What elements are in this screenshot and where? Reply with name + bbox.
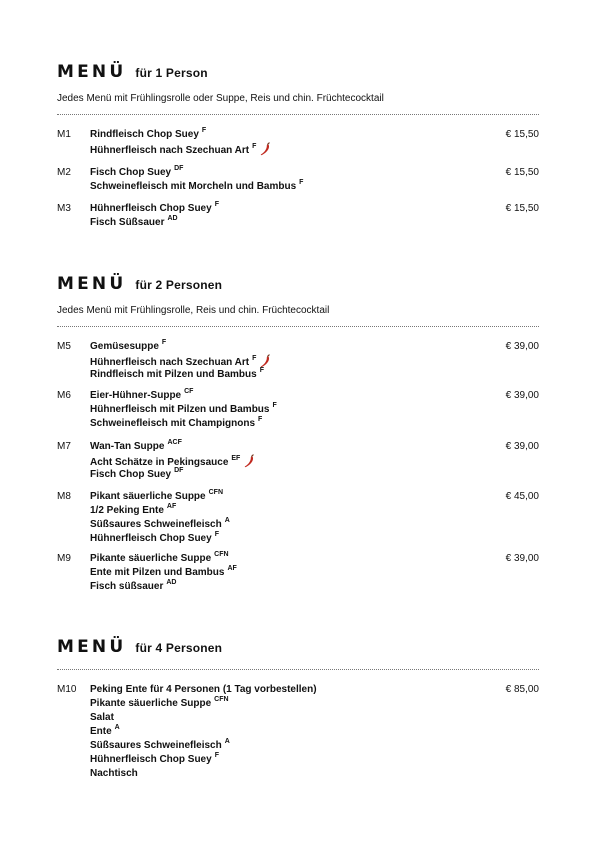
dish-name: Hühnerfleisch mit Pilzen und Bambus (90, 404, 270, 415)
menu-item-dishes (90, 440, 255, 482)
menu-item-code: M5 (57, 341, 71, 352)
dish-name: Fisch Süßsauer (90, 217, 165, 228)
dotted-divider (57, 114, 539, 115)
menu-item-price: € 15,50 (505, 167, 539, 178)
dish-name: Pikante säuerliche Suppe (90, 698, 212, 709)
dish-name: Eier-Hühner-Suppe (90, 390, 182, 401)
dish-line (90, 468, 255, 482)
dish-line (90, 580, 237, 594)
allergen-codes: F (214, 201, 219, 208)
menu-item-code: M6 (57, 390, 71, 401)
dish-name: Salat (90, 712, 114, 723)
allergen-codes: F (252, 143, 257, 150)
dish-line (90, 518, 230, 532)
dish-line (90, 566, 237, 580)
dish-line (90, 739, 317, 753)
menu-item-price: € 39,00 (505, 441, 539, 452)
section-heading (57, 637, 539, 659)
dish-name: Hühnerfleisch nach Szechuan Art (90, 357, 250, 368)
menu-item-price: € 39,00 (505, 390, 539, 401)
dish-name: Schweinefleisch mit Champignons (90, 418, 256, 429)
menu-item-dishes (90, 490, 230, 546)
allergen-codes: F (258, 416, 263, 423)
chili-icon (259, 142, 271, 156)
dotted-divider (57, 669, 539, 670)
section-for-label: für 2 Personen (135, 278, 223, 292)
allergen-codes: F (259, 367, 264, 374)
dish-line (90, 767, 317, 781)
section-heading (57, 274, 539, 296)
allergen-codes: AD (167, 215, 178, 222)
allergen-codes: CFN (214, 551, 229, 558)
dish-name: Süßsaures Schweinefleisch (90, 519, 222, 530)
dish-name: Fisch süßsauer (90, 581, 164, 592)
menu-item-dishes (90, 128, 271, 156)
allergen-codes: AD (166, 579, 177, 586)
menu-item-code: M1 (57, 129, 71, 140)
dish-name: Hühnerfleisch Chop Suey (90, 754, 212, 765)
chili-icon (259, 354, 271, 368)
section-title: MENÜ (57, 274, 127, 294)
menu-item-code: M9 (57, 553, 71, 564)
dish-line (90, 389, 277, 403)
chili-icon (243, 454, 255, 468)
section-subtitle: Jedes Menü mit Frühlingsrolle oder Suppe, Reis und chin. Früchtecocktail (57, 93, 384, 104)
section-title: MENÜ (57, 637, 127, 657)
menu-item-dishes (90, 552, 237, 594)
dish-line (90, 725, 317, 739)
dish-name: Pikant säuerliche Suppe (90, 491, 206, 502)
allergen-codes: CFN (208, 489, 223, 496)
dish-line (90, 128, 271, 142)
dish-name: Fisch Chop Suey (90, 167, 172, 178)
dish-line (90, 417, 277, 431)
dish-line (90, 354, 271, 368)
dish-name: Pikante säuerliche Suppe (90, 553, 212, 564)
menu-item-code: M8 (57, 491, 71, 502)
menu-item-price: € 45,00 (505, 491, 539, 502)
section-for-label: für 4 Personen (135, 641, 223, 655)
dish-name: Ente (90, 726, 112, 737)
menu-item-price: € 85,00 (505, 684, 539, 695)
menu-item-price: € 15,50 (505, 129, 539, 140)
dish-line (90, 368, 271, 382)
dish-name: Nachtisch (90, 768, 138, 779)
dish-line (90, 532, 230, 546)
allergen-codes: AF (166, 503, 177, 510)
dish-name: 1/2 Peking Ente (90, 505, 164, 516)
section-title: MENÜ (57, 62, 127, 82)
dish-name: Hühnerfleisch Chop Suey (90, 203, 212, 214)
dish-line (90, 202, 219, 216)
dish-name: Hühnerfleisch nach Szechuan Art (90, 145, 250, 156)
menu-item-code: M2 (57, 167, 71, 178)
section-for-label: für 1 Person (135, 66, 208, 80)
dish-name: Peking Ente für 4 Personen (1 Tag vorbestellen) (90, 684, 317, 695)
menu-item-code: M3 (57, 203, 71, 214)
dish-line (90, 711, 317, 725)
menu-item-dishes (90, 683, 317, 781)
dish-line (90, 753, 317, 767)
menu-section-4-personen (57, 637, 539, 779)
allergen-codes: AF (227, 565, 237, 572)
dish-name: Süßsaures Schweinefleisch (90, 740, 222, 751)
menu-item-code: M10 (57, 684, 77, 695)
dish-name: Rindfleisch mit Pilzen und Bambus (90, 369, 257, 380)
menu-section-2-personen (57, 274, 539, 592)
allergen-codes: DF (174, 165, 184, 172)
allergen-codes: F (201, 127, 207, 134)
dish-line (90, 403, 277, 417)
allergen-codes: A (224, 517, 230, 524)
menu-item-dishes (90, 166, 303, 194)
dish-line (90, 440, 255, 454)
allergen-codes: CF (184, 388, 194, 395)
allergen-codes: DF (174, 467, 184, 474)
dish-name: Acht Schätze in Pekingsauce (90, 457, 229, 468)
allergen-codes: A (114, 724, 120, 731)
allergen-codes: EF (231, 455, 241, 462)
dish-line (90, 340, 271, 354)
allergen-codes: F (299, 179, 304, 186)
dish-line (90, 490, 230, 504)
menu-item-dishes (90, 389, 277, 431)
allergen-codes: F (214, 531, 219, 538)
allergen-codes: CFN (214, 696, 229, 703)
dish-name: Hühnerfleisch Chop Suey (90, 533, 212, 544)
dish-line (90, 697, 317, 711)
allergen-codes: A (224, 738, 230, 745)
dish-name: Ente mit Pilzen und Bambus (90, 567, 225, 578)
dish-name: Schweinefleisch mit Morcheln und Bambus (90, 181, 297, 192)
allergen-codes: F (161, 339, 167, 346)
dish-line (90, 180, 303, 194)
dish-line (90, 166, 303, 180)
allergen-codes: F (272, 402, 277, 409)
section-heading (57, 62, 539, 84)
dish-line (90, 454, 255, 468)
dish-name: Gemüsesuppe (90, 341, 159, 352)
dish-line (90, 504, 230, 518)
dish-name: Rindfleisch Chop Suey (90, 129, 199, 140)
menu-item-dishes (90, 340, 271, 382)
dish-line (90, 142, 271, 156)
menu-item-price: € 15,50 (505, 203, 539, 214)
allergen-codes: F (214, 752, 219, 759)
allergen-codes: ACF (167, 439, 182, 446)
menu-item-dishes (90, 202, 219, 230)
dish-name: Fisch Chop Suey (90, 469, 172, 480)
menu-item-price: € 39,00 (505, 341, 539, 352)
dotted-divider (57, 326, 539, 327)
menu-item-price: € 39,00 (505, 553, 539, 564)
dish-line (90, 683, 317, 697)
allergen-codes: F (252, 355, 257, 362)
dish-line (90, 216, 219, 230)
menu-section-1-person (57, 62, 539, 228)
dish-line (90, 552, 237, 566)
menu-item-code: M7 (57, 441, 71, 452)
section-subtitle: Jedes Menü mit Frühlingsrolle, Reis und chin. Früchtecocktail (57, 305, 330, 316)
dish-name: Wan-Tan Suppe (90, 441, 165, 452)
